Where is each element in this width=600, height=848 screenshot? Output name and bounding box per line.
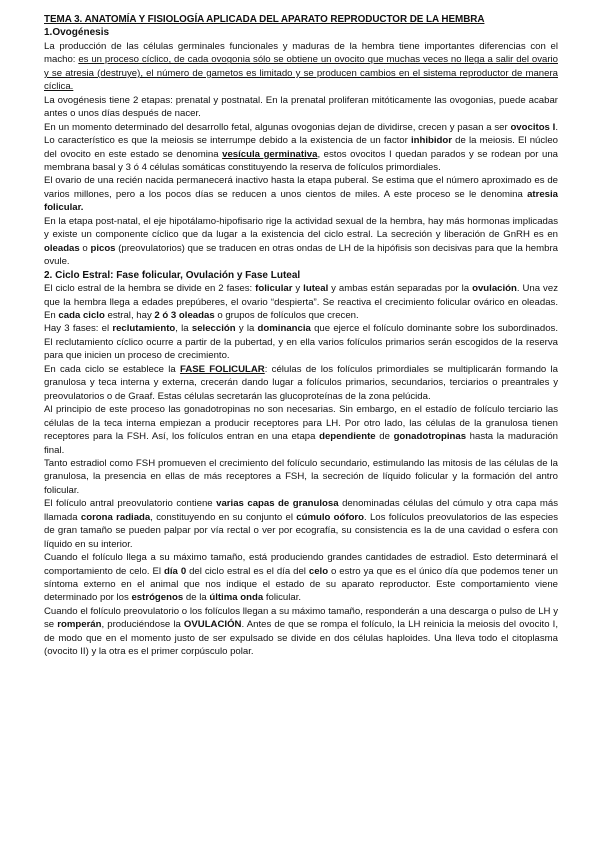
text-run: y la bbox=[235, 323, 258, 335]
text-run: o estro ya que es el único día que podemos tener un síntoma externo en el animal que nos indique el estado de su aparato reproductor. Este comportamiento viene determinado por los bbox=[44, 565, 558, 604]
text-run: . Lo característico es que la meiosis se interrumpe debido a la existencia de un factor bbox=[44, 121, 559, 147]
text-run: de bbox=[375, 431, 394, 443]
paragraph-4 bbox=[44, 174, 558, 214]
text-run: En un momento determinado del desarrollo fetal, algunas ovogonias dejan de dividirse, crecen y pasan a ser bbox=[44, 121, 511, 133]
bold-underlined-term: vesícula germinativa bbox=[222, 148, 318, 160]
bold-term: OVULACIÓN bbox=[183, 619, 242, 631]
bold-term: oleadas bbox=[44, 242, 80, 254]
text-run: El ovario de una recién nacida permanecerá inactivo hasta la etapa puberal. Se estima que el número aproximado es de varios millones, pero a los pocos días se reducen a unos cientos de miles. A este proceso se le denomina bbox=[44, 175, 558, 200]
bold-term: atresia folicular. bbox=[44, 188, 558, 214]
text-run: que ejerce el folículo dominante sobre los subordinados. El reclutamiento cíclico ocurre a partir de la pubertad, y en ella varios folículos primarios serán escogidos de la reserva para que inicien un proceso de crecimiento. bbox=[44, 323, 558, 362]
text-run: (preovulatorios) que se traducen en otras ondas de LH de la hipófisis son decisivas para que la hembra ovule. bbox=[44, 242, 558, 268]
paragraph-2: La ovogénesis tiene 2 etapas: prenatal y postnatal. En la prenatal proliferan mitóticamente las ovogonias, puede acabar antes o unos días después de nacer. bbox=[44, 94, 558, 120]
paragraph-9 bbox=[44, 403, 558, 457]
bold-term: romperán bbox=[57, 619, 102, 631]
text-run: , la bbox=[175, 323, 192, 335]
paragraph-13 bbox=[44, 605, 558, 659]
bold-term: gonadotropinas bbox=[393, 431, 467, 443]
text-run: Cuando el folículo preovulatorio o los folículos llegan a su máximo tamaño, responderán a una descarga o pulso de LH y se bbox=[44, 605, 558, 631]
text-run: de la meiosis. El núcleo del ovocito en este estado se denomina bbox=[44, 135, 558, 160]
text-run: de la bbox=[183, 592, 210, 604]
bold-term: celo bbox=[308, 565, 329, 577]
text-run: El ciclo estral de la hembra se divide en 2 fases: bbox=[44, 283, 256, 295]
text-run: y bbox=[292, 283, 304, 295]
bold-term: inhibidor bbox=[410, 135, 453, 147]
text-run: En la etapa post-natal, el eje hipotálamo-hipofisario rige la actividad sexual de la hembra, hay más hormonas implicadas y existe un componente cíclico que da lugar a la existencia del ciclo estral. La secreción y liberación de GnRH es en bbox=[44, 215, 558, 241]
document-page bbox=[44, 13, 558, 659]
document-title: TEMA 3. ANATOMÍA Y FISIOLOGÍA APLICADA DEL APARATO REPRODUCTOR DE LA HEMBRA bbox=[44, 14, 485, 25]
bold-term: día 0 bbox=[164, 565, 187, 577]
bold-term: picos bbox=[90, 242, 116, 254]
text-run: del ciclo estral es el día del bbox=[186, 565, 309, 577]
bold-term: cúmulo oóforo bbox=[296, 511, 365, 523]
text-run: , estos ovocitos I quedan parados y se rodean por una membrana basal y 3 ó 4 células somáticas constituyendo la reserva de folículos primordiales. bbox=[44, 148, 559, 173]
paragraph-7 bbox=[44, 322, 558, 362]
bold-term: ovocitos I bbox=[510, 121, 556, 133]
paragraph-8 bbox=[44, 363, 558, 403]
bold-term: estrógenos bbox=[131, 592, 184, 604]
underlined-text: es un proceso cíclico, de cada ovogonia sólo se obtiene un ovocito que muchas veces no llega a salir del ovario y se atresia (destruye), el número de gametos es limitado y se producen cambios en el sistema reproductor de manera cíclica. bbox=[44, 54, 558, 93]
bold-term: 2 ó 3 oleadas bbox=[154, 309, 215, 321]
text-run: hasta la maduración final. bbox=[44, 431, 558, 456]
bold-term: varias capas de granulosa bbox=[216, 498, 339, 510]
text-run: . Una vez que la hembra llega a edades prepúberes, el ovario “despierta”. Se reactiva el crecimiento folicular ovárico en oleadas. En bbox=[44, 283, 558, 321]
text-run: . Antes de que se rompa el folículo, la LH reinicia la meiosis del ovocito I, de modo que en el momento justo de ser expulsado se divide en dos células haploides. Una lleva todo el citoplasma (ovocito II) y la otra es el primer corpúsculo polar. bbox=[44, 619, 558, 658]
text-run: estral, hay bbox=[104, 309, 155, 321]
bold-term: dominancia bbox=[257, 323, 311, 335]
paragraph-6 bbox=[44, 282, 558, 322]
bold-term: ovulación bbox=[472, 283, 517, 295]
text-run: : células de los folículos primordiales se multiplicarán formando la granulosa y teca interna y externa, crecerán dando lugar a folículos primarios, secundarios, terciarios o preantrales y preovulatorios o de Graaf. Estas células secretarán las glucoproteínas de la zona pelúcida. bbox=[44, 363, 558, 402]
text-run: denominadas células del cúmulo y otra capa más llamada bbox=[44, 498, 558, 523]
text-run: La producción de las células germinales funcionales y maduras de la hembra tiene importantes diferencias con el macho: bbox=[44, 40, 558, 66]
paragraph-3 bbox=[44, 121, 558, 175]
text-run: o bbox=[79, 242, 91, 254]
text-run: , produciéndose la bbox=[101, 619, 184, 631]
text-run: o grupos de folículos que crecen. bbox=[214, 309, 359, 321]
text-run: Hay 3 fases: el bbox=[44, 323, 113, 335]
section-heading-ciclo-estral: 2. Ciclo Estral: Fase folicular, Ovulación y Fase Luteal bbox=[44, 269, 301, 281]
text-run: El folículo antral preovulatorio contiene bbox=[44, 498, 217, 510]
text-run: Al principio de este proceso las gonadotropinas no son necesarias. Sin embargo, en el estadío de folículo terciario las células de la teca interna empiezan a producir receptores para LH. Por otro lado, las células de la granulosa tienen receptores para la FSH. Así, los folículos entran en una etapa bbox=[44, 404, 558, 443]
bold-term: cada ciclo bbox=[58, 309, 105, 321]
bold-term: última onda bbox=[209, 592, 264, 604]
bold-term: luteal bbox=[303, 283, 329, 295]
text-run: , constituyendo en su conjunto el bbox=[150, 511, 297, 523]
bold-term: selección bbox=[191, 323, 236, 335]
text-run: Cuando el folículo llega a su máximo tamaño, está produciendo grandes cantidades de estradiol. Esto determinará el comportamiento de celo. El bbox=[44, 552, 558, 577]
bold-term: folicular bbox=[255, 283, 293, 295]
paragraph-11 bbox=[44, 497, 558, 551]
paragraph-1 bbox=[44, 40, 558, 94]
paragraph-5 bbox=[44, 215, 558, 269]
bold-term: dependiente bbox=[319, 431, 376, 443]
text-run: y ambas están separadas por la bbox=[328, 283, 473, 295]
bold-term: reclutamiento bbox=[112, 323, 176, 335]
text-run: folicular. bbox=[263, 592, 302, 604]
bold-term: corona radiada bbox=[80, 511, 151, 523]
bold-underlined-term: FASE FOLICULAR bbox=[179, 363, 265, 375]
paragraph-12 bbox=[44, 551, 558, 605]
section-heading-ovogenesis: 1.Ovogénesis bbox=[44, 27, 110, 39]
paragraph-10: Tanto estradiol como FSH promueven el crecimiento del folículo secundario, estimulando las mitosis de las células de la granulosa, la presencia en ellas de más receptores a FSH, la secreción de líquido folicular y la formación del antro folicular. bbox=[44, 457, 558, 496]
text-run: En cada ciclo se establece la bbox=[44, 363, 180, 375]
text-run: . Los folículos preovulatorios de las especies de gran tamaño se pueden palpar por vía rectal o ver por ecografía, su consistencia es la de una cavidad o esfera con líquido en su interior. bbox=[44, 511, 559, 550]
